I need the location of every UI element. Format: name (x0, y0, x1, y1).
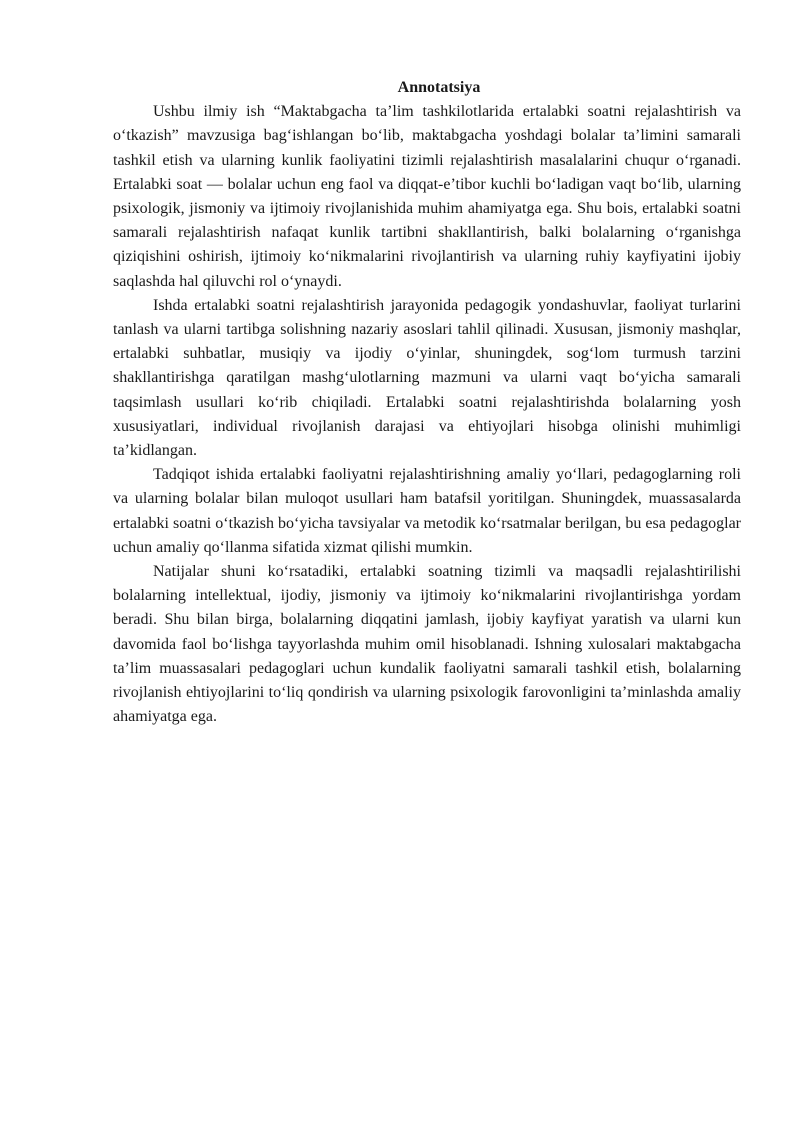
paragraph-2: Ishda ertalabki soatni rejalashtirish jarayonida pedagogik yondashuvlar, faoliyat turlarini tanlash va ularni tartibga solishning nazariy asoslari tahlil qilinadi. Xususan, jismoniy mashqlar, ertalabki suhbatlar, musiqiy va ijodiy o‘yinlar, shuningdek, sog‘lom turmush tarzini shakllantirishga qaratilgan mashg‘ulotlarning mazmuni va ularni vaqt bo‘yicha samarali taqsimlash usullari ko‘rib chiqiladi. Ertalabki soatni rejalashtirishda bolalarning yosh xususiyatlari, individual rivojlanish darajasi va ehtiyojlari hisobga olinishi muhimligi ta’kidlangan. (113, 296, 741, 460)
paragraph-4: Natijalar shuni ko‘rsatadiki, ertalabki soatning tizimli va maqsadli rejalashtirilishi bolalarning intellektual, ijodiy, jismoniy va ijtimoiy ko‘nikmalarini rivojlantirishga yordam beradi. Shu bilan birga, bolalarning diqqatini jamlash, ijobiy kayfiyat yaratish va ularni kun davomida faol bo‘lishga tayyorlashda muhim omil hisoblanadi. Ishning xulosalari maktabgacha ta’lim muassasalari pedagoglari uchun kundalik faoliyatni samarali tashkil etish, bolalarning rivojlanish ehtiyojlarini to‘liq qondirish va ularning psixologik farovonligini ta’minlashda amaliy ahamiyatga ega. (113, 563, 741, 726)
paragraph-3: Tadqiqot ishida ertalabki faoliyatni rejalashtirishning amaliy yo‘llari, pedagoglarning roli va ularning bolalar bilan muloqot usullari ham batafsil yoritilgan. Shuningdek, muassasalarda ertalabki soatni o‘tkazish bo‘yicha tavsiyalar va metodik ko‘rsatmalar berilgan, bu esa pedagoglar uchun amaliy qo‘llanma sifatida xizmat qilishi mumkin. (113, 466, 741, 556)
document-page (113, 76, 741, 729)
paragraph-1: Ushbu ilmiy ish “Maktabgacha ta’lim tashkilotlarida ertalabki soatni rejalashtirish va o‘tkazish” mavzusiga bag‘ishlangan bo‘lib, maktabgacha yoshdagi bolalar ta’limini samarali tashkil etish va ularning kunlik faoliyatini tizimli rejalashtirish masalalarini chuqur o‘rganadi. Ertalabki soat — bolalar uchun eng faol va diqqat-e’tibor kuchli bo‘ladigan vaqt bo‘lib, ularning psixologik, jismoniy va ijtimoiy rivojlanishida muhim ahamiyatga ega. Shu bois, ertalabki soatni samarali rejalashtirish nafaqat kunlik tartibni shakllantirish, balki bolalarning o‘rganishga qiziqishini oshirish, ijtimoiy ko‘nikmalarini rivojlantirish va ularning ruhiy kayfiyatini ijobiy saqlashda hal qiluvchi rol o‘ynaydi. (113, 103, 741, 290)
page-title: Annotatsiya (397, 79, 481, 96)
